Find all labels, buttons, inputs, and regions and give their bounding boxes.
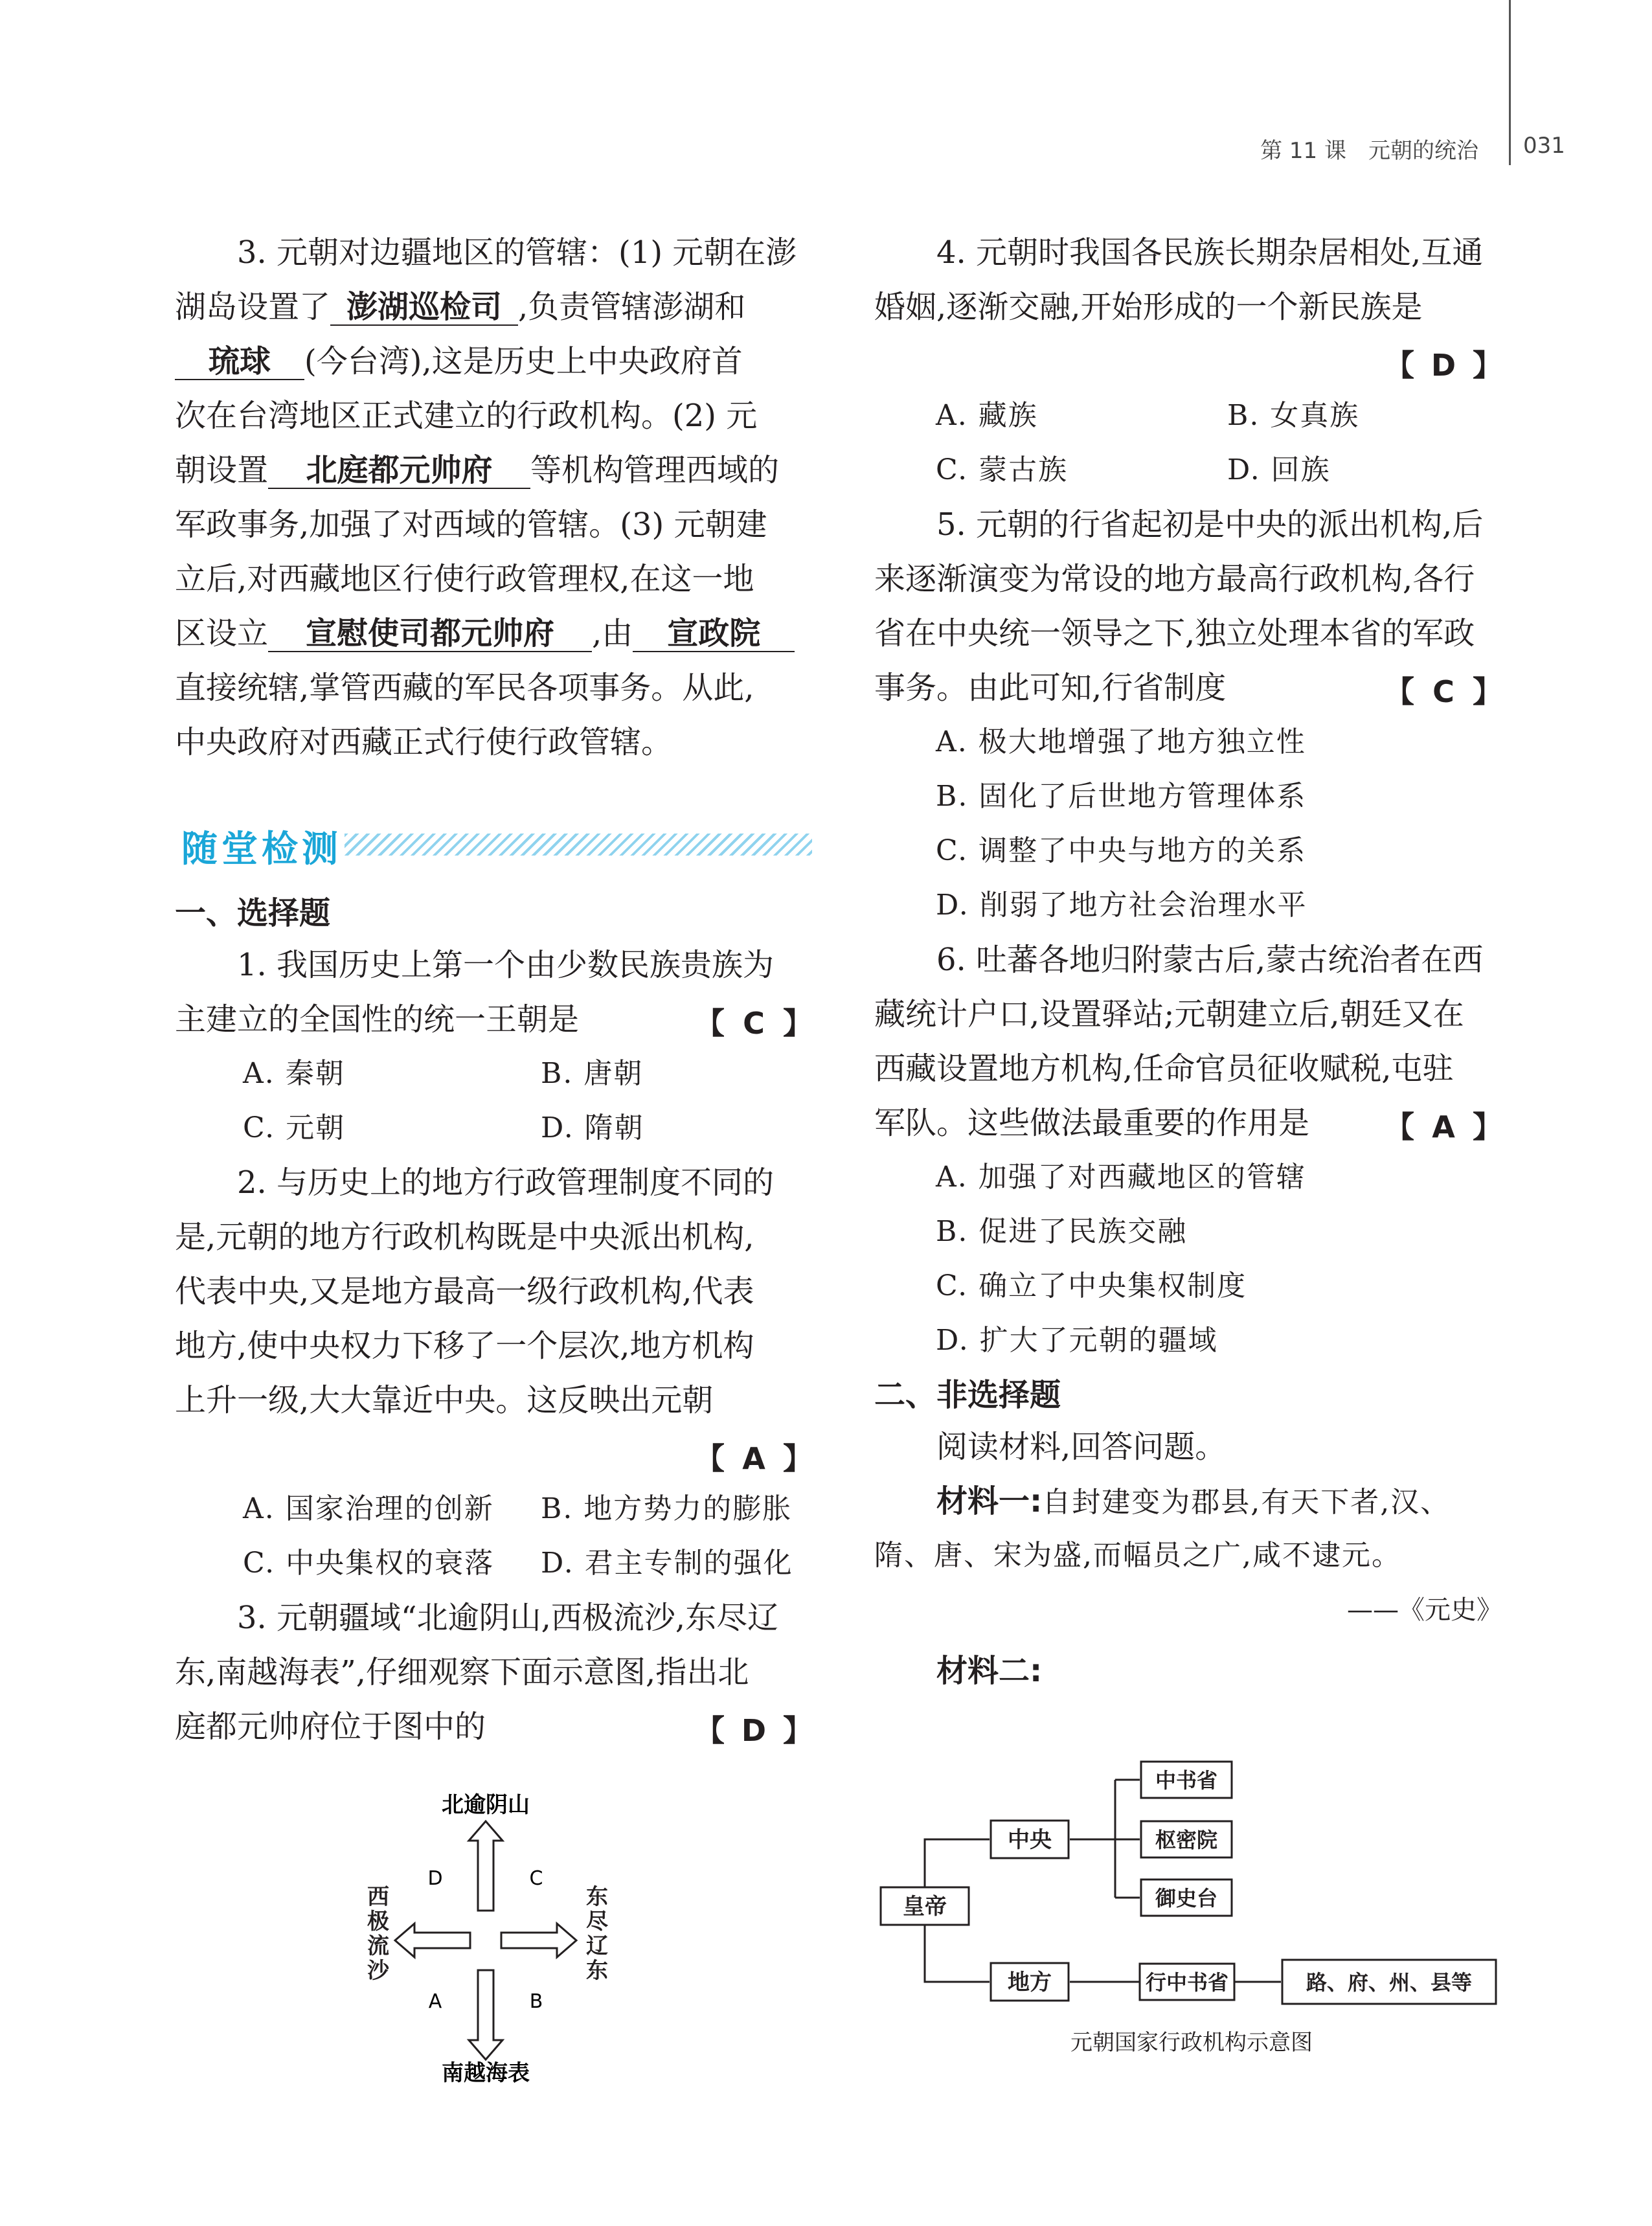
q6-line: 军队。这些做法最重要的作用是 bbox=[874, 1105, 1310, 1141]
label-zhongshu: 中书省 bbox=[1155, 1768, 1218, 1793]
intro-line: 次在台湾地区正式建立的行政机构。(2) 元 bbox=[175, 398, 758, 434]
material1-line: 隋、唐、宋为盛,而幅员之广,咸不逮元。 bbox=[874, 1539, 1401, 1572]
q1-line: 1. 我国历史上第一个由少数民族贵族为 bbox=[237, 947, 775, 983]
material2-label: 材料二: bbox=[936, 1653, 1043, 1689]
q2-line: 代表中央,又是地方最高一级行政机构,代表 bbox=[175, 1273, 754, 1310]
lesson-title: 第 11 课 元朝的统治 bbox=[1260, 138, 1478, 164]
q5-option: D. 削弱了地方社会治理水平 bbox=[936, 889, 1307, 922]
label-shumi: 枢密院 bbox=[1155, 1828, 1218, 1852]
q2-line: 上升一级,大大靠近中央。这反映出元朝 bbox=[175, 1382, 714, 1418]
q2-line: 是,元朝的地方行政机构既是中央派出机构, bbox=[175, 1219, 754, 1255]
label-xingzhongshu: 行中书省 bbox=[1145, 1970, 1229, 1995]
connector-emperor-local bbox=[925, 1922, 990, 1982]
q3-line: 3. 元朝疆域“北逾阴山,西极流沙,东尽辽 bbox=[237, 1600, 779, 1636]
q6-answer: 【 A 】 bbox=[1385, 1109, 1502, 1144]
q5-option: B. 固化了后世地方管理体系 bbox=[936, 780, 1307, 813]
material1-source: ——《元史》 bbox=[1347, 1595, 1502, 1625]
intro-line: 直接统辖,掌管西藏的军民各项事务。从此, bbox=[175, 670, 754, 706]
q6-option: D. 扩大了元朝的疆域 bbox=[936, 1324, 1218, 1357]
intro-line: 立后,对西藏地区行使行政管理权,在这一地 bbox=[175, 561, 754, 597]
arrow-west-icon bbox=[395, 1924, 470, 1957]
q4-option: C. 蒙古族 bbox=[936, 453, 1069, 486]
q5-option: A. 极大地增强了地方独立性 bbox=[936, 725, 1306, 758]
q2-option: D. 君主专制的强化 bbox=[541, 1547, 793, 1580]
connector-emperor-central bbox=[925, 1839, 990, 1891]
intro-line: 琉球 (今台湾),这是历史上中央政府首 bbox=[175, 342, 743, 381]
q4-line: 4. 元朝时我国各民族长期杂居相处,互通 bbox=[936, 234, 1484, 271]
q6-line: 藏统计户口,设置驿站;元朝建立后,朝廷又在 bbox=[874, 996, 1464, 1032]
q1-answer: 【 C 】 bbox=[695, 1006, 813, 1041]
compass-east-label: 东尽辽东 bbox=[586, 1884, 608, 1984]
q4-answer: 【 D 】 bbox=[1385, 348, 1502, 383]
material1-label: 材料一: bbox=[936, 1483, 1043, 1519]
q1-option: B. 唐朝 bbox=[541, 1057, 644, 1090]
q5-line: 5. 元朝的行省起初是中央的派出机构,后 bbox=[936, 506, 1484, 543]
blank-liuqiu: 琉球 bbox=[175, 344, 304, 380]
q2-option: B. 地方势力的膨胀 bbox=[541, 1492, 793, 1525]
blank-xuanzheng: 宣政院 bbox=[633, 616, 795, 652]
compass-south-label: 南越海表 bbox=[442, 2060, 530, 2085]
q4-line: 婚姻,逐渐交融,开始形成的一个新民族是 bbox=[874, 289, 1423, 325]
q6-option: C. 确立了中央集权制度 bbox=[936, 1269, 1247, 1302]
label-lufu: 路、府、州、县等 bbox=[1306, 1970, 1473, 1995]
q5-line: 事务。由此可知,行省制度 bbox=[874, 670, 1227, 706]
intro-line: 3. 元朝对边疆地区的管辖：(1) 元朝在澎 bbox=[237, 234, 797, 271]
quadrant-b: B bbox=[529, 1990, 543, 2013]
diagram-caption: 元朝国家行政机构示意图 bbox=[1070, 2030, 1313, 2056]
intro-line: 中央政府对西藏正式行使行政管辖。 bbox=[175, 724, 673, 760]
section-title-hatch bbox=[345, 834, 812, 856]
q4-option: B. 女真族 bbox=[1227, 399, 1360, 432]
quadrant-c: C bbox=[529, 1867, 543, 1890]
q3-line: 庭都元帅府位于图中的 bbox=[175, 1709, 486, 1745]
section-title: 随堂检测 bbox=[181, 828, 342, 870]
page-number: 031 bbox=[1523, 133, 1565, 159]
q1-line: 主建立的全国性的统一王朝是 bbox=[175, 1001, 580, 1038]
compass-north-label: 北逾阴山 bbox=[442, 1792, 530, 1818]
label-central: 中央 bbox=[1008, 1827, 1052, 1853]
part2-title: 二、非选择题 bbox=[874, 1377, 1061, 1413]
q3-line: 东,南越海表”,仔细观察下面示意图,指出北 bbox=[175, 1654, 749, 1690]
compass-west-label: 西极流沙 bbox=[367, 1884, 389, 1984]
arrow-east-icon bbox=[501, 1924, 576, 1957]
q6-line: 西藏设置地方机构,任命官员征收赋税,屯驻 bbox=[874, 1051, 1454, 1087]
label-emperor: 皇帝 bbox=[903, 1894, 947, 1920]
q5-answer: 【 C 】 bbox=[1385, 674, 1502, 709]
blank-penghu: 澎湖巡检司 bbox=[330, 290, 518, 326]
intro-line: 区设立 宣慰使司都元帅府 ,由 宣政院 bbox=[175, 614, 795, 653]
q5-line: 来逐渐演变为常设的地方最高行政机构,各行 bbox=[874, 561, 1475, 597]
label-local: 地方 bbox=[1008, 1970, 1052, 1995]
intro-line: 湖岛设置了 澎湖巡检司 ,负责管辖澎湖和 bbox=[175, 289, 746, 325]
part1-title: 一、选择题 bbox=[175, 895, 331, 931]
arrow-south-icon bbox=[469, 1970, 503, 2060]
quadrant-a: A bbox=[428, 1990, 442, 2013]
q2-option: C. 中央集权的衰落 bbox=[243, 1547, 495, 1580]
label-yushi: 御史台 bbox=[1155, 1886, 1218, 1911]
q2-answer: 【 A 】 bbox=[695, 1441, 813, 1476]
intro-line: 军政事务,加强了对西域的管辖。(3) 元朝建 bbox=[175, 506, 767, 543]
blank-beiting: 北庭都元帅府 bbox=[268, 453, 530, 489]
q3-answer: 【 D 】 bbox=[695, 1713, 813, 1748]
q1-option: A. 秦朝 bbox=[243, 1057, 345, 1090]
intro-line: 朝设置 北庭都元帅府 等机构管理西域的 bbox=[175, 452, 780, 488]
q2-line: 2. 与历史上的地方行政管理制度不同的 bbox=[237, 1164, 775, 1201]
q6-line: 6. 吐蕃各地归附蒙古后,蒙古统治者在西 bbox=[936, 942, 1484, 978]
q6-option: A. 加强了对西藏地区的管辖 bbox=[936, 1161, 1306, 1194]
q6-option: B. 促进了民族交融 bbox=[936, 1215, 1188, 1248]
q5-option: C. 调整了中央与地方的关系 bbox=[936, 834, 1307, 867]
admin-structure-diagram bbox=[868, 1723, 1509, 2060]
q2-line: 地方,使中央权力下移了一个层次,地方机构 bbox=[175, 1328, 754, 1364]
q5-line: 省在中央统一领导之下,独立处理本省的军政 bbox=[874, 615, 1475, 652]
blank-xuanwei: 宣慰使司都元帅府 bbox=[268, 616, 592, 652]
material1-line: 材料一:自封建变为郡县,有天下者,汉、 bbox=[936, 1483, 1451, 1519]
arrow-north-icon bbox=[469, 1821, 503, 1911]
q4-option: A. 藏族 bbox=[936, 399, 1038, 432]
q4-option: D. 回族 bbox=[1227, 453, 1331, 486]
read-prompt: 阅读材料,回答问题。 bbox=[936, 1429, 1227, 1465]
q1-option: D. 隋朝 bbox=[541, 1111, 644, 1144]
quadrant-d: D bbox=[427, 1867, 443, 1890]
q2-option: A. 国家治理的创新 bbox=[243, 1492, 494, 1525]
q1-option: C. 元朝 bbox=[243, 1111, 346, 1144]
header-divider bbox=[1509, 0, 1511, 165]
